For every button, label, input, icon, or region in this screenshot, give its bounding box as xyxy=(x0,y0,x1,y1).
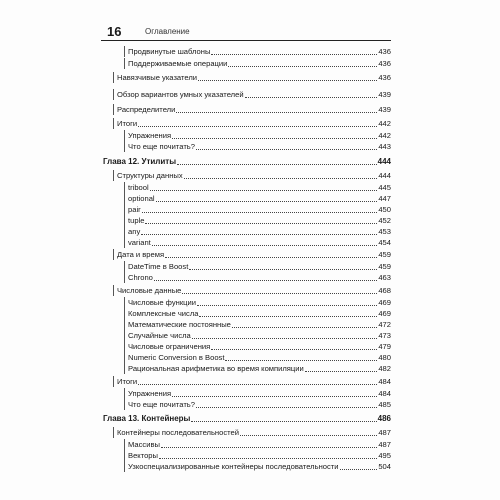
toc-entry xyxy=(113,118,391,129)
toc-entry-title: Векторы xyxy=(128,451,158,460)
toc-entry-title: Контейнеры последовательностей xyxy=(117,428,240,437)
toc-entry-page: 472 xyxy=(378,320,391,329)
toc-entry-title: tuple xyxy=(128,216,145,225)
toc-leader-dots xyxy=(138,125,377,127)
toc-entry xyxy=(124,182,391,193)
toc-leader-dots xyxy=(192,337,378,339)
toc-entry xyxy=(124,58,391,69)
toc-chapter xyxy=(103,156,391,167)
toc-leader-dots xyxy=(191,420,376,422)
toc-entry-page: 443 xyxy=(378,142,391,151)
toc-entry xyxy=(113,72,391,83)
toc-entry xyxy=(113,104,391,115)
toc-leader-dots xyxy=(199,315,377,317)
toc-leader-dots xyxy=(211,53,377,55)
toc-entry-page: 459 xyxy=(378,250,391,259)
toc-entry-title: any xyxy=(128,227,141,236)
toc-entry-page: 495 xyxy=(378,451,391,460)
toc-entry-title: tribool xyxy=(128,183,149,192)
toc-entry-page: 469 xyxy=(378,309,391,318)
toc-leader-dots xyxy=(340,468,378,470)
toc-leader-dots xyxy=(182,292,377,294)
toc-leader-dots xyxy=(145,222,377,224)
toc-entry-page: 450 xyxy=(378,205,391,214)
toc-entry xyxy=(124,341,391,352)
toc-leader-dots xyxy=(198,79,377,81)
toc-entry-title: Дата и время xyxy=(117,250,165,259)
toc-entry xyxy=(124,193,391,204)
toc-entry-page: 444 xyxy=(378,171,391,180)
toc-entry xyxy=(124,261,391,272)
toc-leader-dots xyxy=(176,111,377,113)
toc-entry xyxy=(113,89,391,100)
toc-chapter xyxy=(103,413,391,424)
toc-entry xyxy=(124,237,391,248)
toc-entry-page: 487 xyxy=(378,428,391,437)
toc-entry-page: 442 xyxy=(378,131,391,140)
toc-entry xyxy=(124,215,391,226)
toc-entry-page: 454 xyxy=(378,238,391,247)
toc-entry-page: 436 xyxy=(378,47,391,56)
toc-leader-dots xyxy=(156,200,378,202)
toc-entry-page: 484 xyxy=(378,377,391,386)
toc-entry-title: optional xyxy=(128,194,155,203)
toc-entry-title: Навязчивые указатели xyxy=(117,73,198,82)
toc-leader-dots xyxy=(225,359,377,361)
toc-entry xyxy=(124,399,391,410)
toc-entry-page: 485 xyxy=(378,400,391,409)
toc-entry-title: Продвинутые шаблоны xyxy=(128,47,211,56)
toc-entry-title: Случайные числа xyxy=(128,331,191,340)
toc-leader-dots xyxy=(189,268,377,270)
toc-entry-page: 473 xyxy=(378,331,391,340)
toc-entry-page: 439 xyxy=(378,105,391,114)
toc-entry-title: Numeric Conversion в Boost xyxy=(128,353,225,362)
toc-entry-page: 484 xyxy=(378,389,391,398)
toc-leader-dots xyxy=(159,457,377,459)
toc-entry-page: 504 xyxy=(378,462,391,471)
toc-entry xyxy=(124,226,391,237)
toc-leader-dots xyxy=(197,304,377,306)
toc-entry xyxy=(124,363,391,374)
toc-entry-title: Что еще почитать? xyxy=(128,400,195,409)
page-number: 16 xyxy=(107,24,122,39)
toc-leader-dots xyxy=(240,434,377,436)
toc-entry xyxy=(124,308,391,319)
toc-entry-title: Узкоспециализированные контейнеры последовательности xyxy=(128,462,339,471)
toc-entry xyxy=(113,427,391,438)
toc-entry-title: Массивы xyxy=(128,440,160,449)
toc-entry-page: 436 xyxy=(378,73,391,82)
toc-entry xyxy=(113,376,391,387)
toc-entry-title: DateTime в Boost xyxy=(128,262,189,271)
toc-entry-page: 459 xyxy=(378,262,391,271)
toc-entry-title: Упражнения xyxy=(128,389,172,398)
toc-leader-dots xyxy=(161,446,377,448)
toc-leader-dots xyxy=(172,137,377,139)
toc-leader-dots xyxy=(138,383,377,385)
toc-entry-title: Числовые функции xyxy=(128,298,196,307)
toc-entry-title: Глава 12. Утилиты xyxy=(103,157,177,166)
toc-entry-title: Глава 13. Контейнеры xyxy=(103,414,191,423)
toc-leader-dots xyxy=(184,177,378,179)
toc-leader-dots xyxy=(152,244,378,246)
toc-entry xyxy=(113,170,391,181)
toc-entry xyxy=(124,204,391,215)
toc-entry-page: 447 xyxy=(378,194,391,203)
toc-entry-page: 486 xyxy=(377,414,391,423)
toc-entry-title: Что еще почитать? xyxy=(128,142,195,151)
toc-entry-page: 436 xyxy=(378,59,391,68)
toc-entry-page: 482 xyxy=(378,364,391,373)
toc-entry-page: 480 xyxy=(378,353,391,362)
toc-entry xyxy=(124,130,391,141)
running-title: Оглавление xyxy=(145,27,190,36)
toc-entry-page: 445 xyxy=(378,183,391,192)
toc-leader-dots xyxy=(196,148,377,150)
toc-leader-dots xyxy=(142,211,378,213)
toc-entry-title: Числовые данные xyxy=(117,286,182,295)
toc-entry-title: Математические постоянные xyxy=(128,320,231,329)
toc-entry-title: Обзор вариантов умных указателей xyxy=(117,90,244,99)
toc-entry-title: Итоги xyxy=(117,377,138,386)
toc-entry-page: 468 xyxy=(378,286,391,295)
toc-entry-title: pair xyxy=(128,205,141,214)
toc-entry xyxy=(124,439,391,450)
toc-entry xyxy=(124,461,391,472)
toc-entry xyxy=(124,319,391,330)
toc-entry-page: 479 xyxy=(378,342,391,351)
toc-entry-title: Рациональная арифметика во время компиляции xyxy=(128,364,304,373)
toc-entry-title: Числовые ограничения xyxy=(128,342,211,351)
toc-leader-dots xyxy=(228,65,377,67)
toc-entry-page: 453 xyxy=(378,227,391,236)
toc-entry xyxy=(113,285,391,296)
toc-leader-dots xyxy=(245,96,378,98)
toc-leader-dots xyxy=(177,163,377,165)
toc-entry-page: 463 xyxy=(378,273,391,282)
toc-entry xyxy=(124,352,391,363)
toc-entry-page: 469 xyxy=(378,298,391,307)
toc-entry xyxy=(124,46,391,57)
toc-leader-dots xyxy=(154,279,377,281)
toc-entry-page: 452 xyxy=(378,216,391,225)
toc-entry-page: 444 xyxy=(377,157,391,166)
toc-entry-title: Упражнения xyxy=(128,131,172,140)
toc-leader-dots xyxy=(141,233,377,235)
toc-entry xyxy=(124,450,391,461)
toc-entry-title: Комплексные числа xyxy=(128,309,199,318)
toc-leader-dots xyxy=(211,348,377,350)
toc-entry-title: Поддерживаемые операции xyxy=(128,59,228,68)
toc-entry-page: 487 xyxy=(378,440,391,449)
toc-leader-dots xyxy=(305,370,378,372)
toc-entry xyxy=(124,272,391,283)
toc-entry-page: 442 xyxy=(378,119,391,128)
toc-leader-dots xyxy=(172,395,377,397)
toc-entry xyxy=(124,297,391,308)
toc-entry-title: Итоги xyxy=(117,119,138,128)
toc-leader-dots xyxy=(232,326,377,328)
toc-entry-title: Распределители xyxy=(117,105,176,114)
toc-entry-title: variant xyxy=(128,238,151,247)
toc-entry-title: Chrono xyxy=(128,273,153,282)
toc-entry xyxy=(113,249,391,260)
toc-entry-title: Структуры данных xyxy=(117,171,183,180)
toc-leader-dots xyxy=(150,189,378,191)
toc-entry-page: 439 xyxy=(378,90,391,99)
toc-leader-dots xyxy=(165,256,377,258)
toc-entry xyxy=(124,388,391,399)
toc-leader-dots xyxy=(196,406,377,408)
toc-entry xyxy=(124,141,391,152)
toc-entry xyxy=(124,330,391,341)
